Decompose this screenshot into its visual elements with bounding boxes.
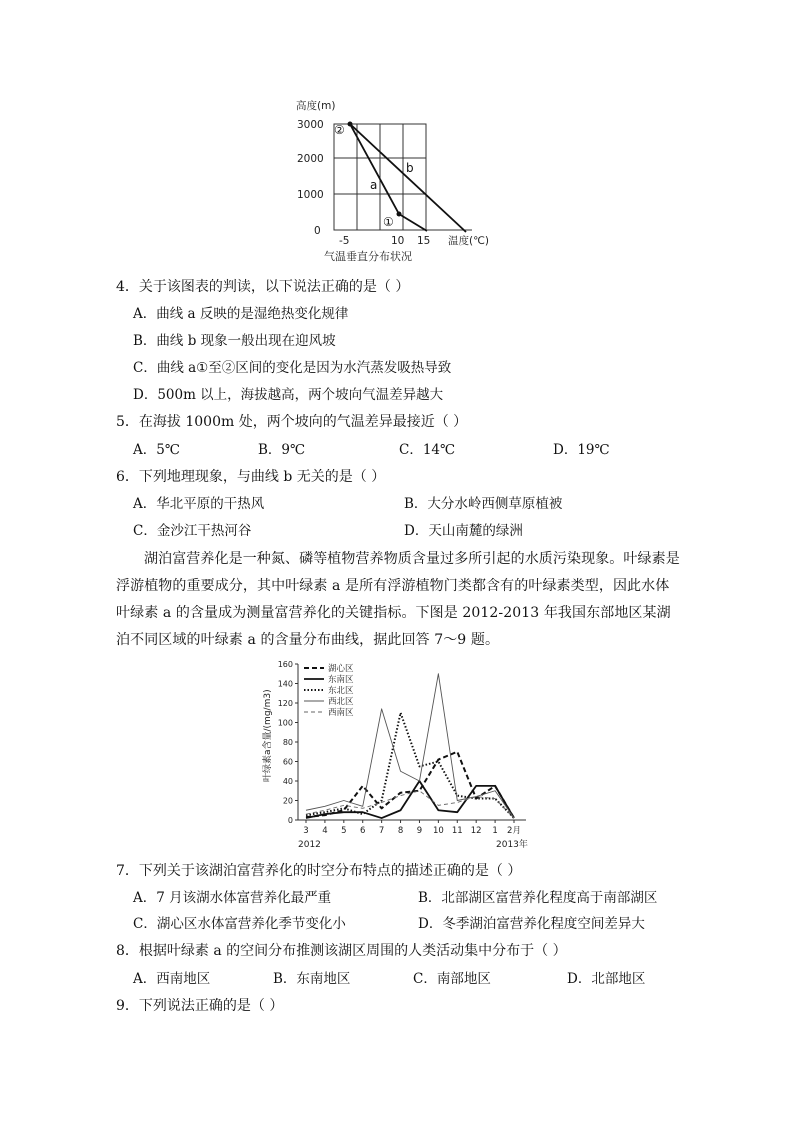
chart2-year-start: 2012 bbox=[298, 840, 321, 850]
chart2-ytick-label: 60 bbox=[282, 757, 293, 767]
chart1-ytick-1000: 1000 bbox=[297, 189, 324, 201]
chart2-ytick-label: 80 bbox=[282, 738, 293, 747]
q5-option-d[interactable]: D．19℃ bbox=[553, 442, 610, 458]
chart2-xtick-label: 11 bbox=[451, 826, 463, 836]
q6-option-a[interactable]: A．华北平原的干热风 bbox=[133, 496, 265, 512]
q5-option-b[interactable]: B．9℃ bbox=[258, 442, 306, 458]
chart1-ytick-2000: 2000 bbox=[297, 153, 324, 165]
chart2-ytick-label: 120 bbox=[277, 699, 293, 708]
chart1-ytick-0: 0 bbox=[314, 225, 321, 237]
chart2-ylabel: 叶绿素a含量/(mg/m3) bbox=[263, 689, 273, 782]
chart1-xtick-15: 15 bbox=[417, 235, 431, 247]
q8-stem: 8．根据叶绿素 a 的空间分布推测该湖区周围的人类活动集中分布于（ ） bbox=[116, 943, 567, 959]
q7-stem: 7．下列关于该湖泊富营养化的时空分布特点的描述正确的是（ ） bbox=[116, 863, 522, 879]
chart1-point-top bbox=[348, 122, 353, 127]
q5-stem: 5．在海拔 1000m 处，两个坡向的气温差异最接近（ ） bbox=[116, 414, 468, 430]
q4-option-d[interactable]: D．500m 以上，海拔越高，两个坡向气温差异越大 bbox=[133, 387, 444, 403]
q8-option-a[interactable]: A．西南地区 bbox=[133, 971, 211, 987]
chart1-grid bbox=[334, 124, 426, 230]
chart1-ylabel: 高度(m) bbox=[296, 100, 336, 112]
chart2-ytick-label: 20 bbox=[282, 796, 293, 806]
chart1-label-circle1: ① bbox=[383, 215, 394, 229]
temperature-altitude-chart bbox=[290, 94, 510, 266]
q6-option-c[interactable]: C．金沙江干热河谷 bbox=[133, 523, 252, 539]
chart1-xlabel: 温度(℃) bbox=[448, 235, 489, 247]
chart2-xtick-label: 8 bbox=[397, 826, 404, 836]
chart2-ytick-label: 0 bbox=[287, 816, 293, 825]
q6-option-d[interactable]: D．天山南麓的绿洲 bbox=[404, 523, 523, 539]
q6-option-b[interactable]: B．大分水岭西侧草原植被 bbox=[404, 496, 563, 512]
q7-option-b[interactable]: B．北部湖区富营养化程度高于南部湖区 bbox=[418, 890, 658, 906]
chlorophyll-line-chart bbox=[256, 654, 546, 854]
chart2-xtick-label: 3 bbox=[303, 826, 309, 836]
q7-option-d[interactable]: D．冬季湖泊富营养化程度空间差异大 bbox=[418, 916, 645, 932]
chart2-xtick-label: 6 bbox=[360, 826, 366, 836]
q5-option-c[interactable]: C．14℃ bbox=[399, 442, 456, 458]
q8-option-b[interactable]: B．东南地区 bbox=[273, 971, 351, 987]
chart1-point-1 bbox=[397, 212, 402, 217]
passage-text: 湖泊富营养化是一种氮、磷等植物营养物质含量过多所引起的水质污染现象。叶绿素是浮游植物的重要成分，其中叶绿素 a 是所有浮游植物门类都含有的叶绿素类型，因此水体叶绿素 a 的含量成为测量富营养化的关键指标。下图是 2012-2013 年我国东部地区某湖泊不同区域的叶绿素 a 的含量分布曲线，据此回答 7～9 题。 bbox=[116, 551, 680, 648]
chart2-year-end: 2013年 bbox=[496, 840, 528, 850]
chart2-legend-label: 西北区 bbox=[328, 697, 354, 707]
chart1-label-circle2: ② bbox=[334, 123, 345, 137]
q8-option-d[interactable]: D．北部地区 bbox=[567, 971, 646, 987]
chart2-xtick-label: 5 bbox=[341, 826, 347, 836]
chart2-series-line-0 bbox=[306, 752, 514, 818]
chart2-xtick-label: 9 bbox=[416, 826, 423, 836]
chart2-legend-label: 东北区 bbox=[328, 686, 354, 696]
chart1-xtick-m5: -5 bbox=[339, 235, 350, 247]
q7-option-a[interactable]: A．7 月该湖水体富营养化最严重 bbox=[133, 890, 332, 906]
q4-stem: 4．关于该图表的判读，以下说法正确的是（ ） bbox=[116, 279, 410, 295]
chart2-ytick-label: 40 bbox=[282, 777, 293, 786]
chart2-legend-label: 西南区 bbox=[328, 708, 354, 718]
chart2-xtick-label: 10 bbox=[432, 826, 444, 836]
chart1-title: 气温垂直分布状况 bbox=[324, 250, 412, 263]
q8-option-c[interactable]: C．南部地区 bbox=[413, 971, 491, 987]
chart1-ytick-3000: 3000 bbox=[297, 119, 324, 131]
chart2-ytick-label: 140 bbox=[277, 679, 293, 689]
q6-stem: 6．下列地理现象，与曲线 b 无关的是（ ） bbox=[116, 469, 386, 485]
chart2-xtick-label: 7 bbox=[378, 826, 385, 836]
chart2-xtick-label: 4 bbox=[322, 826, 328, 836]
chart1-curve-b bbox=[350, 124, 466, 232]
q4-option-b[interactable]: B．曲线 b 现象一般出现在迎风坡 bbox=[133, 333, 336, 349]
chart2-ytick-label: 100 bbox=[277, 718, 293, 728]
chart2-ytick-label: 160 bbox=[277, 660, 293, 669]
chart2-xtick-label: 1 bbox=[492, 826, 498, 836]
chart2-xtick-label: 12 bbox=[470, 826, 482, 836]
q5-option-a[interactable]: A．5℃ bbox=[133, 442, 180, 458]
q9-stem: 9．下列说法正确的是（ ） bbox=[116, 998, 284, 1014]
chart1-xtick-10: 10 bbox=[391, 235, 405, 247]
chart2-legend-label: 湖心区 bbox=[328, 664, 354, 674]
chart2-legend-label: 东南区 bbox=[328, 675, 354, 685]
q4-option-c[interactable]: C．曲线 a①至②区间的变化是因为水汽蒸发吸热导致 bbox=[133, 360, 452, 376]
chart1-label-b: b bbox=[406, 161, 414, 175]
q4-option-a[interactable]: A．曲线 a 反映的是湿绝热变化规律 bbox=[133, 306, 349, 322]
q7-option-c[interactable]: C．湖心区水体富营养化季节变化小 bbox=[133, 916, 346, 932]
chart1-label-a: a bbox=[370, 178, 378, 192]
chart2-xtick-label: 2月 bbox=[507, 826, 521, 836]
